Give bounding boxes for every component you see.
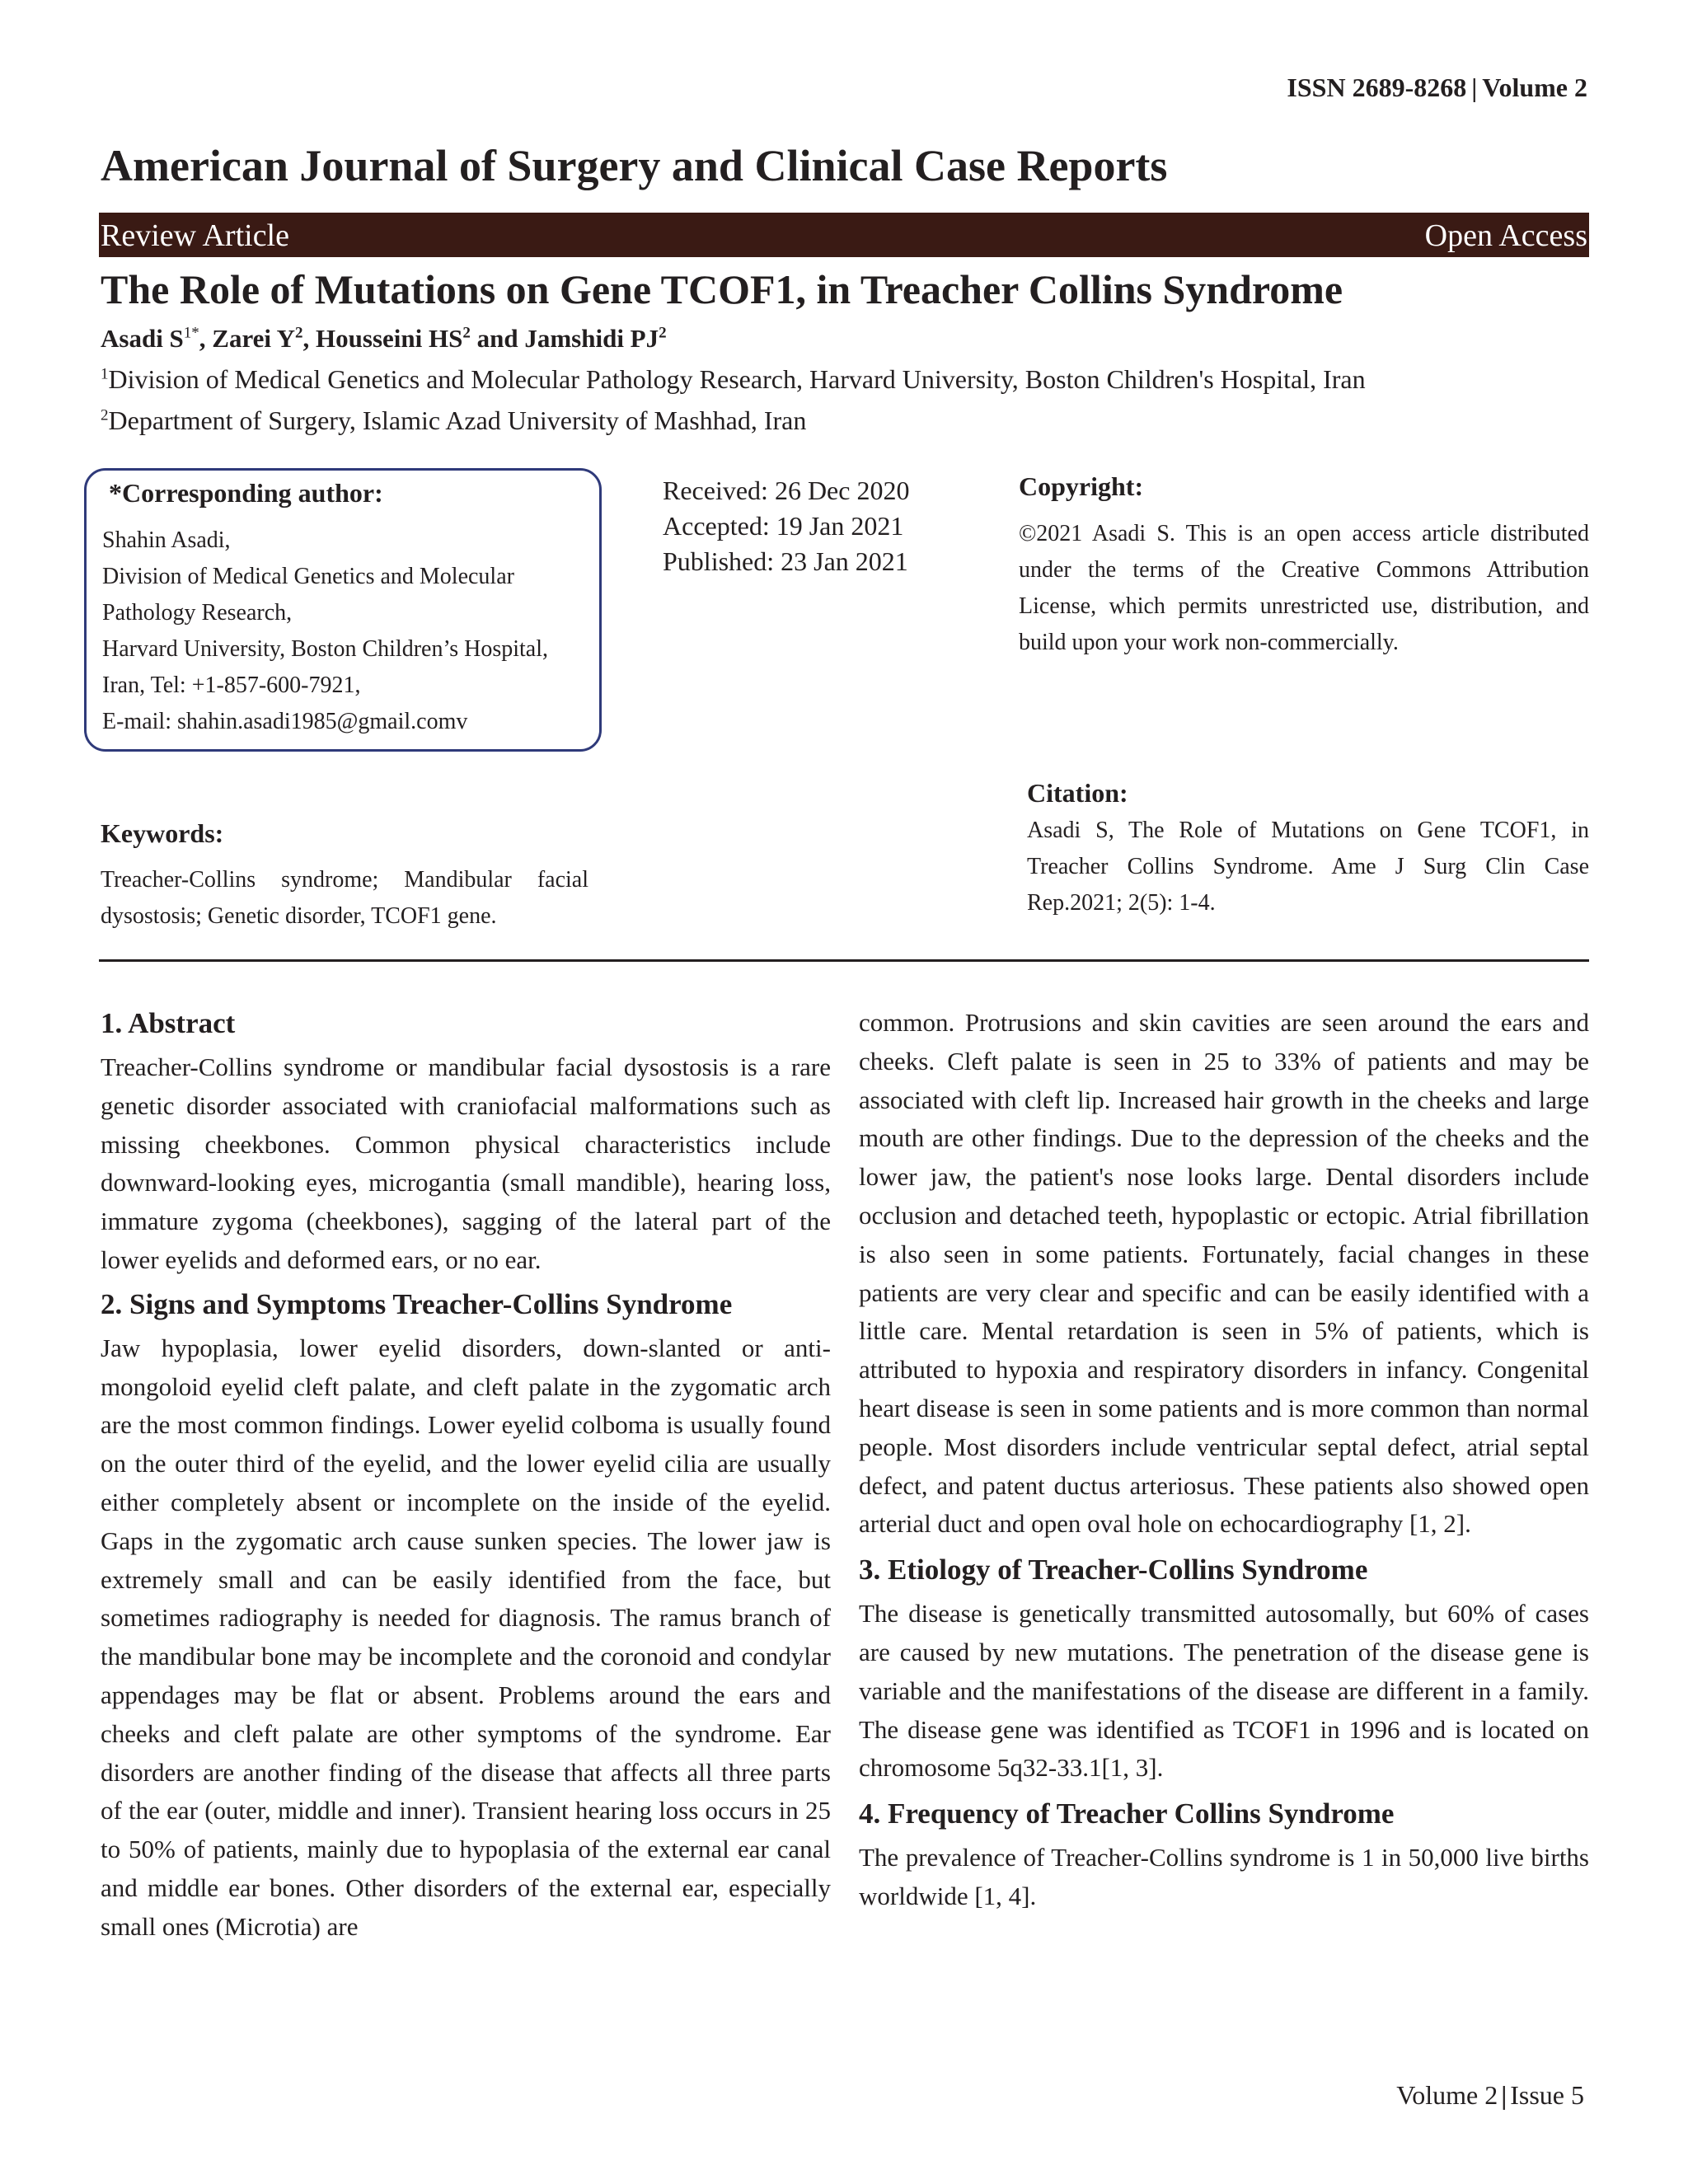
body-column-right xyxy=(859,1004,1589,1916)
access-label: Open Access xyxy=(1424,218,1587,253)
received-date: Received: 26 Dec 2020 xyxy=(663,476,910,505)
issn-volume-line xyxy=(1287,73,1587,103)
citation-text: Asadi S, The Role of Mutations on Gene TCOF1, in Treacher Collins Syndrome. Ame J Surg Clin Case Rep.2021; 2(5): 1-4. xyxy=(1027,818,1589,916)
corresponding-line: Shahin Asadi, xyxy=(102,527,231,553)
separator-bar: | xyxy=(1501,2080,1507,2110)
corresponding-author-heading: *Corresponding author: xyxy=(109,478,383,508)
citation-heading: Citation: xyxy=(1027,778,1128,808)
page-footer xyxy=(1396,2080,1584,2111)
article-title: The Role of Mutations on Gene TCOF1, in Treacher Collins Syndrome xyxy=(101,266,1343,312)
affiliation-text: Division of Medical Genetics and Molecular Pathology Research, Harvard University, Boston Children's Hospital, Iran xyxy=(108,364,1366,394)
section-heading-frequency: 4. Frequency of Treacher Collins Syndrome xyxy=(859,1797,1395,1830)
accepted-date: Accepted: 19 Jan 2021 xyxy=(663,511,904,541)
frequency-paragraph: The prevalence of Treacher-Collins syndrome is 1 in 50,000 live births worldwide [1, 4]. xyxy=(859,1843,1589,1910)
affiliation-2 xyxy=(101,405,806,436)
section-heading-abstract: 1. Abstract xyxy=(101,1007,236,1039)
author-sup: 1* xyxy=(183,324,199,342)
author-sup: 2 xyxy=(295,324,303,342)
footer-issue: Issue 5 xyxy=(1510,2080,1584,2110)
published-date: Published: 23 Jan 2021 xyxy=(663,546,908,576)
section-heading-etiology: 3. Etiology of Treacher-Collins Syndrome xyxy=(859,1554,1368,1586)
article-type: Review Article xyxy=(101,218,289,253)
author-name: and Jamshidi PJ xyxy=(470,324,659,353)
article-type-band xyxy=(99,213,1589,257)
publication-dates xyxy=(663,473,909,579)
corresponding-line: Harvard University, Boston Children’s Hospital, xyxy=(102,636,549,662)
keywords-heading: Keywords: xyxy=(101,818,224,848)
author-name: , Zarei Y xyxy=(199,324,296,353)
author-list xyxy=(101,324,667,354)
affiliation-text: Department of Surgery, Islamic Azad University of Mashhad, Iran xyxy=(108,405,807,435)
author-sup: 2 xyxy=(659,324,667,342)
keywords-text: Treacher-Collins syndrome; Mandibular facial dysostosis; Genetic disorder, TCOF1 gene. xyxy=(101,867,588,929)
journal-title: American Journal of Surgery and Clinical Case Reports xyxy=(101,141,1168,190)
author-name: , Housseini HS xyxy=(302,324,463,353)
signs-paragraph-continued: common. Protrusions and skin cavities are seen around the ears and cheeks. Cleft palate is seen in 25 to 33% of patients and may be associated with cleft lip. Increased hair growth in the cheeks and large mouth are other findings. Due to the depression of the cheeks and the lower jaw, the patient's nose looks large. Dental disorders include occlusion and detached teeth, hypoplastic or ectopic. Atrial fibrillation is also seen in some patients. Fortunately, facial changes in these patients are very clear and specific and can be easily identified with a little care. Mental retardation is seen in 5% of patients, which is attributed to hypoxia and respiratory disorders in infancy. Congenital heart disease is seen in some patients and is more common than normal people. Most disorders include ventricular septal defect, atrial septal defect, and patent ductus arteriosus. These patients also showed open arterial duct and open oval hole on echocardiography [1, 2]. xyxy=(859,1008,1589,1539)
footer-volume: Volume 2 xyxy=(1396,2080,1498,2110)
separator-bar: | xyxy=(1471,73,1478,102)
corresponding-line: Iran, Tel: +1-857-600-7921, xyxy=(102,673,361,698)
section-divider xyxy=(99,959,1589,962)
corresponding-line: Division of Medical Genetics and Molecular xyxy=(102,564,514,589)
affiliation-1 xyxy=(101,364,1366,395)
section-heading-signs: 2. Signs and Symptoms Treacher-Collins Syndrome xyxy=(101,1287,733,1320)
copyright-heading: Copyright: xyxy=(1019,471,1144,501)
copyright-text: ©2021 Asadi S. This is an open access article distributed under the terms of the Creative Commons Attribution License, which permits unrestricted use, distribution, and build upon your work non-commercially. xyxy=(1019,521,1589,655)
header-volume: Volume 2 xyxy=(1482,73,1587,102)
abstract-paragraph: Treacher-Collins syndrome or mandibular facial dysostosis is a rare genetic disorder associated with craniofacial malformations such as missing cheekbones. Common physical characteristics include downward-looking eyes, microgantia (small mandible), hearing loss, immature zygoma (cheekbones), sagging of the lateral part of the lower eyelids and deformed ears, or no ear. xyxy=(101,1052,831,1274)
body-column-left xyxy=(101,1001,831,1947)
corresponding-author-details xyxy=(102,523,548,740)
signs-paragraph: Jaw hypoplasia, lower eyelid disorders, down-slanted or anti-mongoloid eyelid cleft palate, and cleft palate in the zygomatic arch are the most common findings. Lower eyelid colboma is usually found on the outer third of the eyelid, and the lower eyelid cilia are usually either completely absent or incomplete on the inside of the eyelid. Gaps in the zygomatic arch cause sunken species. The lower jaw is extremely small and can be easily identified from the face, but sometimes radiography is needed for diagnosis. The ramus branch of the mandibular bone may be incomplete and the coronoid and condylar appendages may be flat or absent. Problems around the ears and cheeks and cleft palate are other symptoms of the syndrome. Ear disorders are another finding of the disease that affects all three parts of the ear (outer, middle and inner). Transient hearing loss occurs in 25 to 50% of patients, mainly due to hypoplasia of the external ear canal and middle ear bones. Other disorders of the external ear, especially small ones (Microtia) are xyxy=(101,1333,831,1941)
affiliation-sup: 2 xyxy=(101,406,109,424)
corresponding-email[interactable]: E-mail: shahin.asadi1985@gmail.comv xyxy=(102,709,468,734)
issn-number: ISSN 2689-8268 xyxy=(1287,73,1467,102)
etiology-paragraph: The disease is genetically transmitted autosomally, but 60% of cases are caused by new mutations. The penetration of the disease gene is variable and the manifestations of the disease are different in a family. The disease gene was identified as TCOF1 in 1996 and is located on chromosome 5q32-33.1[1, 3]. xyxy=(859,1599,1589,1783)
author-sup: 2 xyxy=(462,324,471,342)
corresponding-line: Pathology Research, xyxy=(102,600,293,626)
affiliation-sup: 1 xyxy=(101,365,109,383)
author-name: Asadi S xyxy=(101,324,184,353)
